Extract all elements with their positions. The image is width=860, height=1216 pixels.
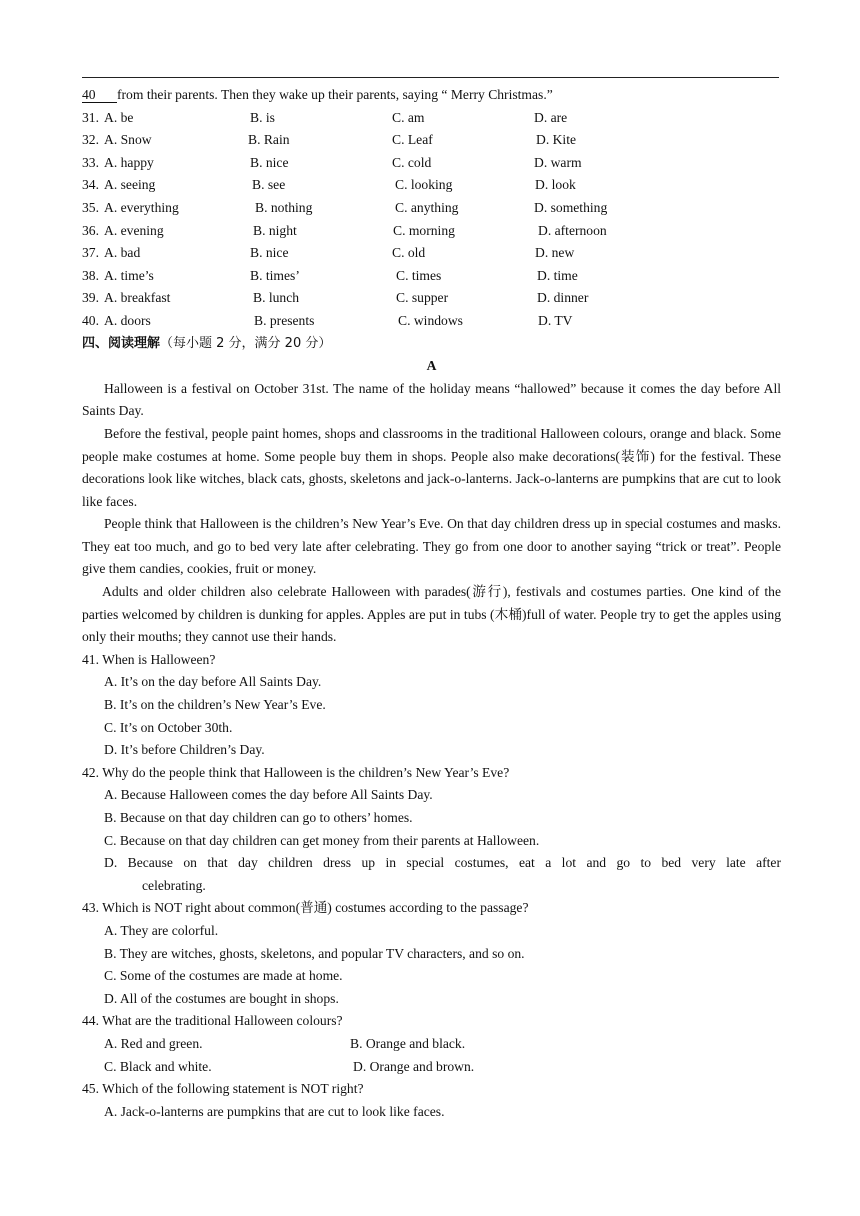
option-c: C. looking [395,177,453,193]
choice-row-cd [82,1056,781,1079]
option-c: C. times [396,267,442,283]
option-b: B. see [252,177,286,193]
cloze-text: from their parents. Then they wake up their parents, saying “ Merry Christmas.” [117,87,553,102]
exam-page [82,84,781,1123]
option-d: D. time [537,267,578,283]
option-c: C. cold [392,154,432,170]
option-number: 33. [82,154,99,170]
choice-a: A. They are colorful. [104,922,219,938]
question-45 [82,1078,781,1123]
paragraph-2: Before the festival, people paint homes, shops and classrooms in the traditional Halloween colours, orange and black. Some people make costumes at home. Some people buy them in shops. People also make decorations(装饰) for the festival. These decorations look like witches, black cats, ghosts, skeletons and jack-o-lanterns. Jack-o-lanterns are pumpkins that are cut to look like faces. [82,425,781,509]
option-b: B. nothing [255,199,313,215]
choice-a: A. Jack-o-lanterns are pumpkins that are cut to look like faces. [104,1103,445,1119]
option-d: D. warm [534,154,582,170]
option-b: B. is [250,109,275,125]
option-a: A. breakfast [104,290,171,306]
option-number: 36. [82,222,99,238]
paragraph-3: People think that Halloween is the children’s New Year’s Eve. On that day children dress up in special costumes and masks. They eat too much, and go to bed very late after celebrating. They go from one door to another saying “trick or treat”. People give them candies, cookies, fruit or money. [82,516,781,577]
option-d: D. something [534,199,608,215]
question-stem: 44. What are the traditional Halloween colours? [82,1013,343,1029]
choice-row-ab [82,1033,781,1056]
choice-c: C. Black and white. [104,1058,212,1074]
cloze-options [82,107,781,333]
blank-number: 40 [82,87,117,103]
option-b: B. presents [254,312,315,328]
option-d: D. afternoon [538,222,607,238]
option-b: B. times’ [250,267,300,283]
option-d: D. dinner [537,290,589,306]
question-stem: 43. Which is NOT right about common(普通) costumes according to the passage? [82,900,529,916]
choice-c: C. Some of the costumes are made at home. [104,968,343,984]
choice-a: A. It’s on the day before All Saints Day. [104,674,322,690]
option-row-34 [82,174,781,197]
option-number: 35. [82,199,99,215]
option-d: D. are [534,109,568,125]
option-b: B. nice [250,154,289,170]
choice-d: D. Orange and brown. [353,1058,475,1074]
section-title: 四、阅读理解 [82,335,161,351]
question-stem: 45. Which of the following statement is NOT right? [82,1081,364,1097]
option-d: D. TV [538,312,573,328]
choice-a: A. Red and green. [104,1035,203,1051]
option-c: C. supper [396,290,449,306]
question-stem: 42. Why do the people think that Halloween is the children’s New Year’s Eve? [82,764,510,780]
option-row-38 [82,265,781,288]
option-row-35 [82,197,781,220]
choice-c: C. Because on that day children can get money from their parents at Halloween. [104,832,540,848]
choice-d: D. It’s before Children’s Day. [104,742,265,758]
header-rule [82,77,779,78]
option-a: A. everything [104,199,179,215]
option-row-32 [82,129,781,152]
option-a: A. seeing [104,177,156,193]
option-c: C. Leaf [392,132,433,148]
question-stem: 41. When is Halloween? [82,651,216,667]
option-c: C. am [392,109,425,125]
option-row-39 [82,287,781,310]
question-42 [82,762,781,898]
option-b: B. Rain [248,132,290,148]
option-row-37 [82,242,781,265]
choice-d: D. All of the costumes are bought in shops. [104,990,339,1006]
section-heading [82,333,781,356]
question-44 [82,1010,781,1078]
option-row-40 [82,310,781,333]
option-a: A. bad [104,245,141,261]
choice-b: B. Because on that day children can go to others’ homes. [104,810,413,825]
option-number: 34. [82,177,99,193]
option-d: D. new [535,245,575,261]
choice-d-continued: celebrating. [142,877,206,893]
option-row-33 [82,152,781,175]
paragraph-4: Adults and older children also celebrate Halloween with parades(游行), festivals and costumes parties. One kind of the parties welcomed by children is dunking for apples. Apples are put in tubs (木桶)full of water. People try to get the apples using only their mouths; they cannot use their hands. [82,584,781,645]
option-b: B. nice [250,245,289,261]
option-c: C. anything [395,199,459,215]
passage-label: A [426,358,437,374]
option-b: B. night [253,222,297,238]
question-41 [82,649,781,762]
option-a: A. Snow [104,132,152,148]
option-a: A. be [104,109,134,125]
option-row-31 [82,107,781,130]
choice-b: B. Orange and black. [350,1035,466,1051]
option-a: A. evening [104,222,164,238]
option-d: D. Kite [536,132,577,148]
option-a: A. doors [104,312,151,328]
option-c: C. old [392,245,426,261]
option-c: C. morning [393,222,455,238]
option-a: A. time’s [104,267,154,283]
cloze-last-line [82,84,781,107]
option-c: C. windows [398,312,463,328]
option-number: 37. [82,245,99,261]
choice-c: C. It’s on October 30th. [104,719,233,735]
option-number: 31. [82,109,99,125]
choice-b: B. They are witches, ghosts, skeletons, and popular TV characters, and so on. [104,945,525,961]
option-b: B. lunch [253,290,300,306]
option-a: A. happy [104,154,154,170]
choice-d: D. Because on that day children dress up in special costumes, eat a lot and go to bed very late after [104,855,781,871]
option-number: 38. [82,267,99,283]
option-number: 40. [82,312,99,328]
section-note: （每小题 2 分，满分 20 分） [160,335,332,351]
option-number: 32. [82,132,99,148]
option-number: 39. [82,290,99,306]
option-d: D. look [535,177,576,193]
option-row-36 [82,220,781,243]
choice-b: B. It’s on the children’s New Year’s Eve. [104,697,326,713]
question-43 [82,897,781,1010]
paragraph-1: Halloween is a festival on October 31st. The name of the holiday means “hallowed” because it comes the day before All Saints Day. [82,380,781,419]
choice-a: A. Because Halloween comes the day before All Saints Day. [104,787,433,803]
